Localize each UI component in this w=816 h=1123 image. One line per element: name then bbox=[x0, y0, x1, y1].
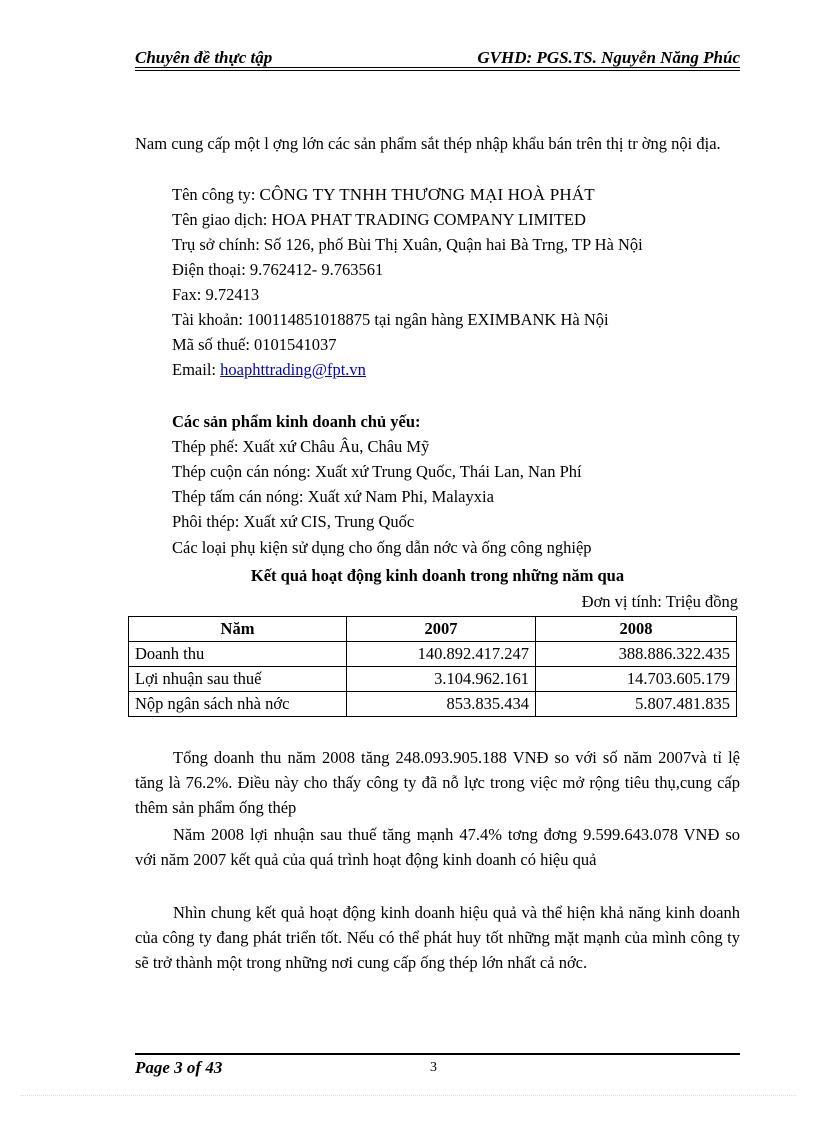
table-row bbox=[129, 667, 737, 692]
cell-value: 140.892.417.247 bbox=[347, 642, 536, 667]
analysis-paragraph-profit: Năm 2008 lợi nhuận sau thuế tăng mạnh 47.4% tơng đơng 9.599.643.078 VNĐ so với năm 2007 kết quả của quá trình hoạt động kinh doanh có hiệu quả bbox=[135, 825, 740, 869]
header-cell-2007: 2007 bbox=[347, 617, 536, 642]
products-heading: Các sản phẩm kinh doanh chủ yếu bbox=[172, 412, 416, 431]
company-fax: Fax: 9.72413 bbox=[172, 285, 260, 304]
company-name-label: Tên công ty: bbox=[172, 185, 256, 204]
analysis-paragraph-summary: Nhìn chung kết quả hoạt động kinh doanh hiệu quả và thể hiện khả năng kinh doanh của công ty đang phát triển tốt. Nếu có thể phát huy tốt những mặt mạnh của mình công ty sẽ trở thành một trong những nơi cung cấp ống thép lớn nhất cả nớc. bbox=[135, 903, 740, 972]
footer-page-label: Page 3 of 43 bbox=[135, 1058, 223, 1077]
row-label: Nộp ngân sách nhà nớc bbox=[129, 692, 347, 717]
company-address: Trụ sở chính: Số 126, phố Bùi Thị Xuân, Quận hai Bà Trng, TP Hà Nội bbox=[172, 235, 643, 254]
results-table bbox=[128, 616, 737, 717]
products-heading-line bbox=[172, 412, 421, 432]
row-label: Lợi nhuận sau thuế bbox=[129, 667, 347, 692]
header-cell-2008: 2008 bbox=[536, 617, 737, 642]
product-item: Thép tấm cán nóng: Xuất xứ Nam Phi, Malayxia bbox=[172, 487, 494, 506]
footer-rule bbox=[135, 1053, 740, 1055]
row-label: Doanh thu bbox=[129, 642, 347, 667]
cell-value: 5.807.481.835 bbox=[536, 692, 737, 717]
page-header bbox=[135, 46, 740, 68]
products-heading-colon: : bbox=[415, 412, 421, 431]
cell-value: 3.104.962.161 bbox=[347, 667, 536, 692]
product-item: Phôi thép: Xuất xứ CIS, Trung Quốc bbox=[172, 512, 415, 531]
product-item: Thép cuộn cán nóng: Xuất xứ Trung Quốc, Thái Lan, Nan Phí bbox=[172, 462, 582, 481]
product-item: Thép phế: Xuất xứ Châu Âu, Châu Mỹ bbox=[172, 437, 430, 456]
company-trade-name: Tên giao dịch: HOA PHAT TRADING COMPANY LIMITED bbox=[172, 210, 586, 229]
header-cell-year: Năm bbox=[129, 617, 347, 642]
intro-paragraph: Nam cung cấp một l ợng lớn các sản phẩm sắt thép nhập khẩu bán trên thị tr ờng nội địa. bbox=[135, 134, 721, 153]
footer-page-number: 3 bbox=[430, 1060, 437, 1075]
header-rule bbox=[135, 67, 740, 68]
page-bottom-dotted-rule bbox=[20, 1095, 796, 1096]
email-label: Email: bbox=[172, 360, 216, 379]
cell-value: 388.886.322.435 bbox=[536, 642, 737, 667]
cell-value: 853.835.434 bbox=[347, 692, 536, 717]
table-unit: Đơn vị tính: Triệu đồng bbox=[581, 592, 738, 611]
company-phone: Điện thoại: 9.762412- 9.763561 bbox=[172, 260, 384, 279]
header-rule-double bbox=[135, 70, 740, 71]
table-title: Kết quả hoạt động kinh doanh trong những năm qua bbox=[250, 566, 625, 585]
company-name-line bbox=[172, 185, 595, 205]
cell-value: 14.703.605.179 bbox=[536, 667, 737, 692]
company-tax-code: Mã số thuế: 0101541037 bbox=[172, 335, 337, 354]
company-account: Tài khoản: 100114851018875 tại ngân hàng EXIMBANK Hà Nội bbox=[172, 310, 609, 329]
table-row bbox=[129, 692, 737, 717]
analysis-paragraph-revenue: Tổng doanh thu năm 2008 tăng 248.093.905.188 VNĐ so với số năm 2007và tỉ lệ tăng là 76.2%. Điều này cho thấy công ty đã nỗ lực trong việc mở rộng tiêu thụ,cung cấp thêm sản phẩm ống thép bbox=[135, 748, 740, 817]
company-email-line bbox=[172, 360, 366, 380]
header-topic: Chuyên đề thực tập bbox=[135, 48, 273, 67]
table-header-row bbox=[129, 617, 737, 642]
product-item: Các loại phụ kiện sử dụng cho ống dẫn nớc và ống công nghiệp bbox=[172, 538, 592, 557]
header-advisor: GVHD: PGS.TS. Nguyễn Năng Phúc bbox=[477, 48, 740, 67]
email-link[interactable]: hoaphttrading@fpt.vn bbox=[220, 360, 366, 379]
company-name-value: CÔNG TY TNHH THƯƠNG MẠI HOÀ PHÁT bbox=[259, 185, 595, 204]
table-row bbox=[129, 642, 737, 667]
